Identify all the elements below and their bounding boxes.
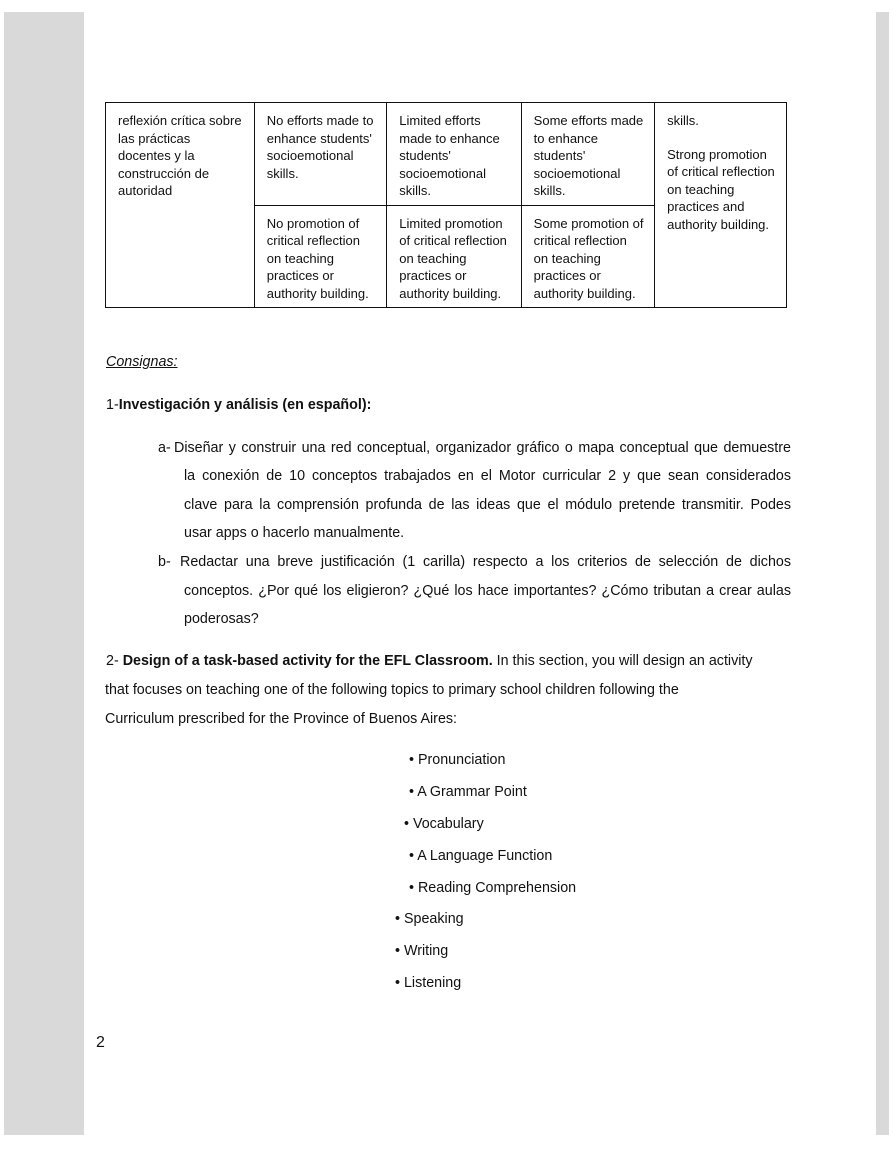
item1a-line4: usar apps o hacerlo manualmente. [184, 525, 405, 541]
item1a-marker: a- [158, 440, 171, 456]
topic-item: • Pronunciation [409, 752, 506, 768]
topic-item: • A Grammar Point [409, 784, 527, 800]
item2-heading [106, 653, 753, 669]
item1-number: 1- [106, 397, 119, 413]
item1-title: Investigación y análisis (en español): [118, 397, 372, 413]
page-number: 2 [96, 1034, 105, 1051]
cell-r2-level2: Limited promotion of critical reflection on teaching practices or authority building. [387, 205, 521, 308]
cell-r1-level1: No efforts made to enhance students' socioemotional skills. [254, 103, 386, 206]
item1b-line3: poderosas? [184, 611, 259, 627]
item1b-marker: b- [158, 554, 171, 570]
item1a-line3: clave para la comprensión profunda de las ideas que el módulo pretende transmitir. Podes [184, 497, 791, 513]
topic-item: • A Language Function [409, 848, 553, 864]
item2-line3: Curriculum prescribed for the Province of Buenos Aires: [105, 711, 458, 727]
topic-item: • Listening [395, 975, 462, 991]
consignas-heading: Consignas: [106, 354, 178, 370]
cell-r1-level3: Some efforts made to enhance students' socioemotional skills. [521, 103, 654, 206]
item1-heading [106, 397, 371, 413]
cell-level4-top: skills. [667, 113, 699, 128]
cell-r2-level3: Some promotion of critical reflection on teaching practices or authority building. [521, 205, 654, 308]
criterion-cell: reflexión crítica sobre las prácticas docentes y la construcción de autoridad [106, 103, 255, 308]
item2-number: 2- [106, 653, 119, 669]
cell-r2-level1: No promotion of critical reflection on teaching practices or authority building. [254, 205, 386, 308]
right-margin-band [876, 12, 889, 1135]
cell-level4 [655, 103, 787, 308]
topic-item: • Reading Comprehension [409, 880, 577, 896]
cell-r1-level2: Limited efforts made to enhance students' socioemotional skills. [387, 103, 521, 206]
table-row [106, 103, 787, 206]
item1b-line1: Redactar una breve justificación (1 carilla) respecto a los criterios de selección de dichos [180, 554, 791, 570]
item2-line2: that focuses on teaching one of the following topics to primary school children following the [105, 682, 679, 698]
item2-title: Design of a task-based activity for the EFL Classroom. [122, 653, 493, 669]
cell-level4-bottom: Strong promotion of critical reflection on teaching practices and authority building. [667, 146, 775, 232]
item1a-line2: la conexión de 10 conceptos trabajados en el Motor curricular 2 y que sean considerados [184, 468, 791, 484]
rubric-table [105, 102, 787, 308]
item1a-line1: Diseñar y construir una red conceptual, organizador gráfico o mapa conceptual que demuestre [174, 440, 791, 456]
item2-line1: In this section, you will design an activity [496, 653, 753, 669]
topic-item: • Vocabulary [404, 816, 484, 832]
item1b-line2: conceptos. ¿Por qué los eligieron? ¿Qué los hace importantes? ¿Cómo tributan a crear aulas [184, 583, 791, 599]
left-margin-band [4, 12, 84, 1135]
topic-item: • Speaking [395, 911, 464, 927]
topic-item: • Writing [395, 943, 449, 959]
